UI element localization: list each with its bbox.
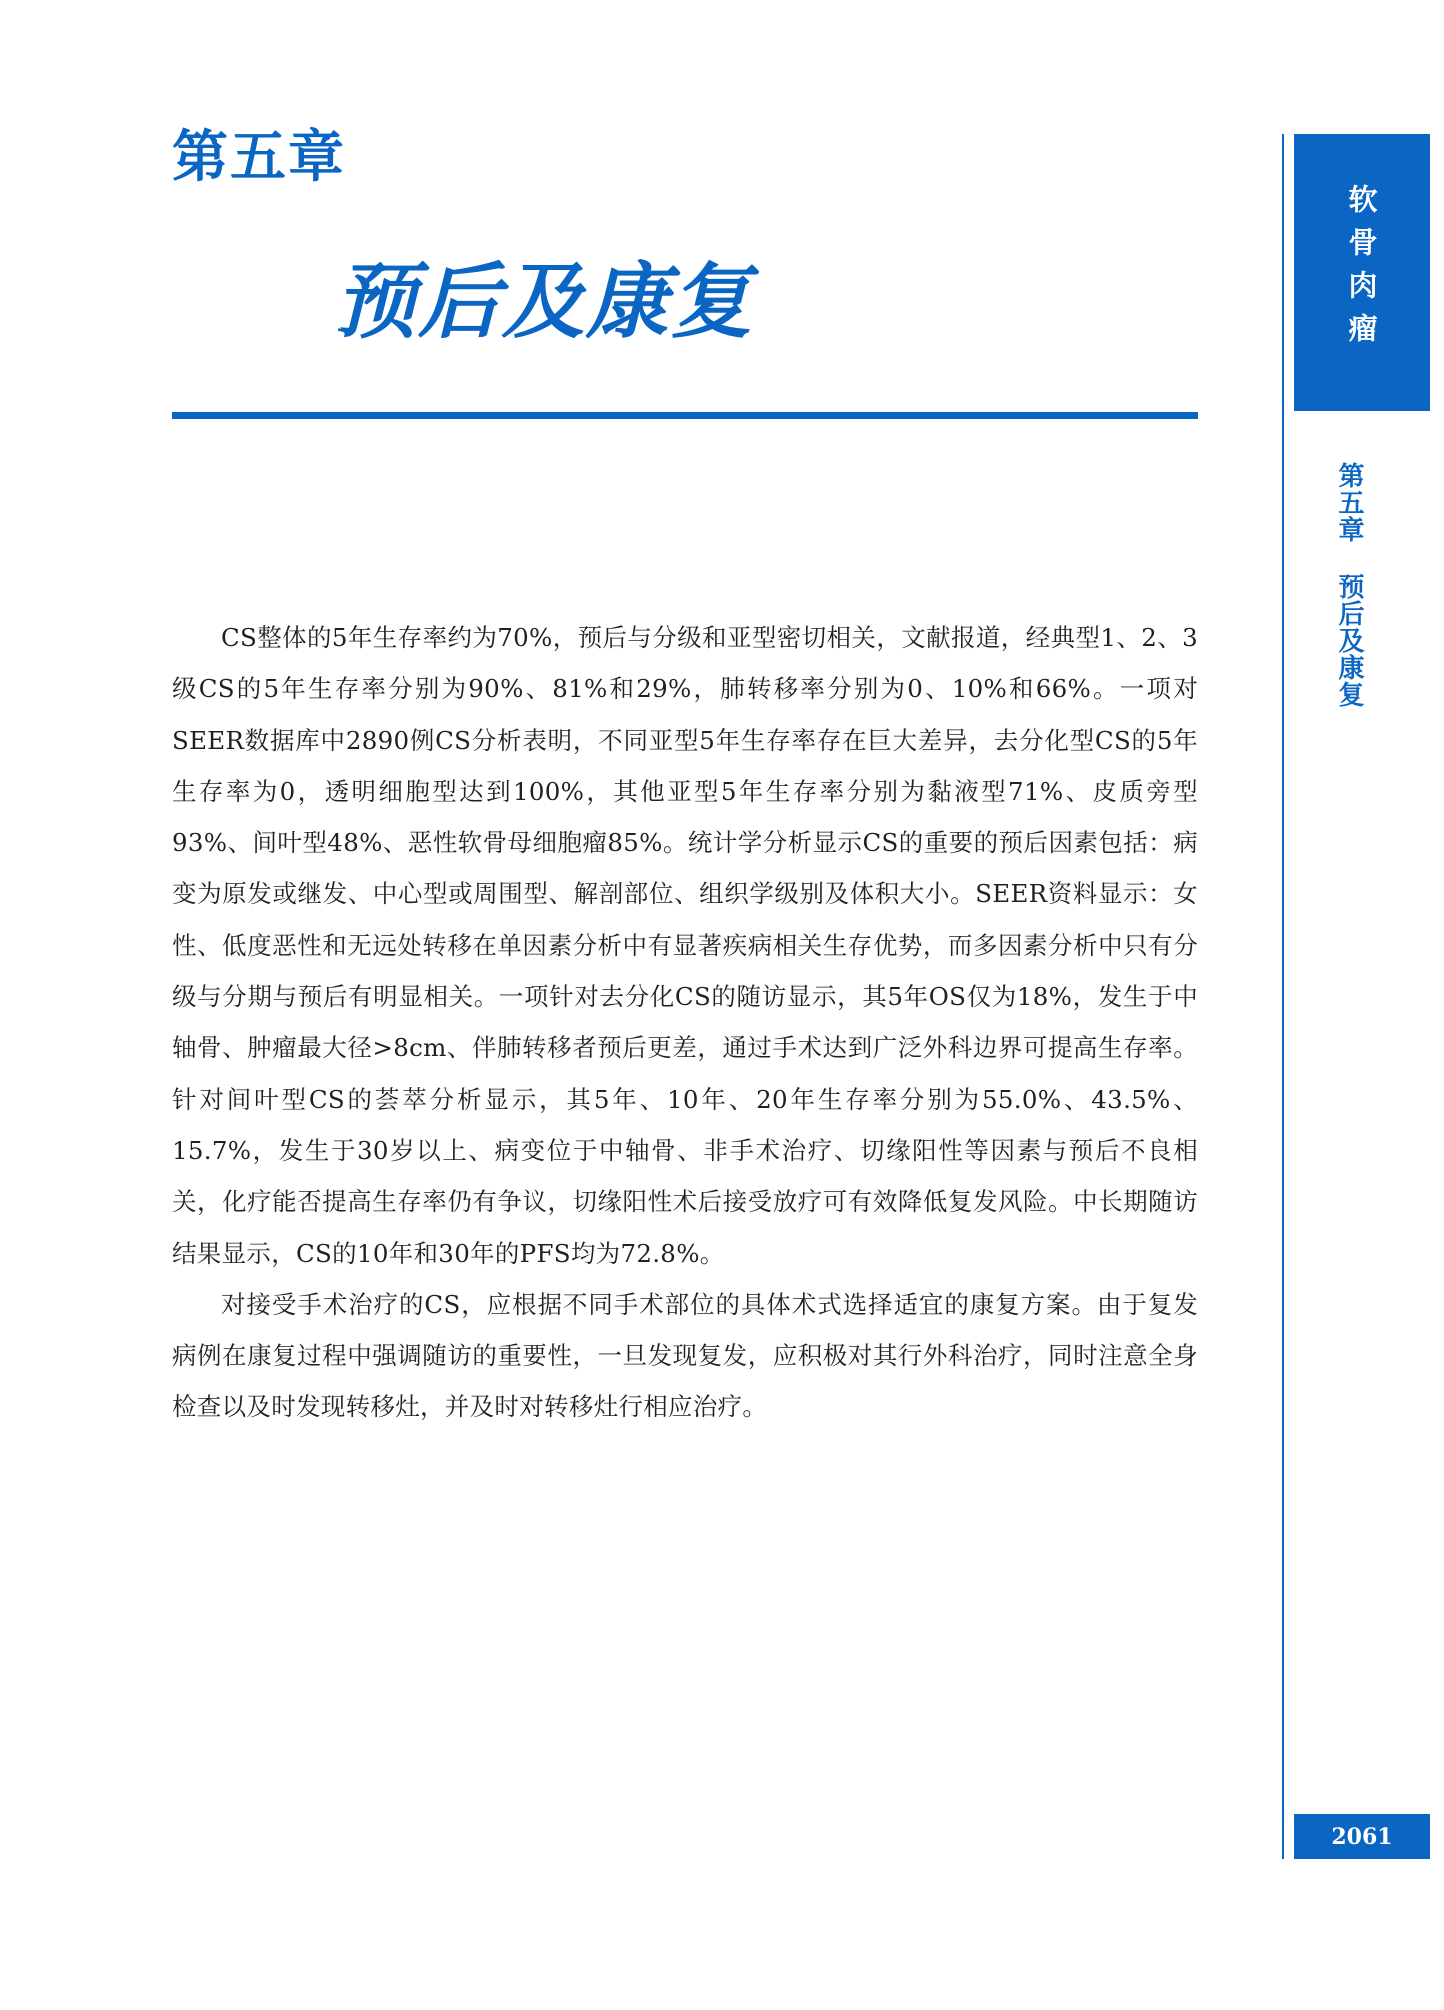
book-title-tab (1294, 134, 1430, 411)
paragraph-prognosis: CS整体的5年生存率约为70%，预后与分级和亚型密切相关，文献报道，经典型1、2、3级CS的5年生存率分别为90%、81%和29%，肺转移率分别为0、10%和66%。一项对SEER数据库中2890例CS分析表明，不同亚型5年生存率存在巨大差异，去分化型CS的5年生存率为0，透明细胞型达到100%，其他亚型5年生存率分别为黏液型71%、皮质旁型93%、间叶型48%、恶性软骨母细胞瘤85%。统计学分析显示CS的重要的预后因素包括：病变为原发或继发、中心型或周围型、解剖部位、组织学级别及体积大小。SEER资料显示：女性、低度恶性和无远处转移在单因素分析中有显著疾病相关生存优势，而多因素分析中只有分级与分期与预后有明显相关。一项针对去分化CS的随访显示，其5年OS仅为18%，发生于中轴骨、肿瘤最大径>8cm、伴肺转移者预后更差，通过手术达到广泛外科边界可提高生存率。针对间叶型CS的荟萃分析显示，其5年、10年、20年生存率分别为55.0%、43.5%、15.7%，发生于30岁以上、病变位于中轴骨、非手术治疗、切缘阳性等因素与预后不良相关，化疗能否提高生存率仍有争议，切缘阳性术后接受放疗可有效降低复发风险。中长期随访结果显示，CS的10年和30年的PFS均为72.8%。 (172, 623, 1198, 1268)
chapter-number: 第五章 (172, 125, 346, 190)
title-divider (172, 412, 1198, 419)
side-divider (1282, 134, 1284, 1859)
page-number-box (1294, 1814, 1430, 1859)
paragraph-rehabilitation: 对接受手术治疗的CS，应根据不同手术部位的具体术式选择适宜的康复方案。由于复发病例在康复过程中强调随访的重要性，一旦发现复发，应积极对其行外科治疗，同时注意全身检查以及时发现转移灶，并及时对转移灶行相应治疗。 (172, 1289, 1198, 1422)
side-chapter-title: 预后及康复 (1334, 573, 1364, 708)
page-number: 2061 (1331, 1823, 1393, 1850)
side-chapter-label (1336, 462, 1362, 708)
chapter-title: 预后及康复 (334, 255, 754, 350)
body-text (172, 612, 1198, 1433)
book-title: 软骨肉瘤 (1344, 184, 1379, 356)
side-chapter-number: 第五章 (1334, 462, 1364, 543)
